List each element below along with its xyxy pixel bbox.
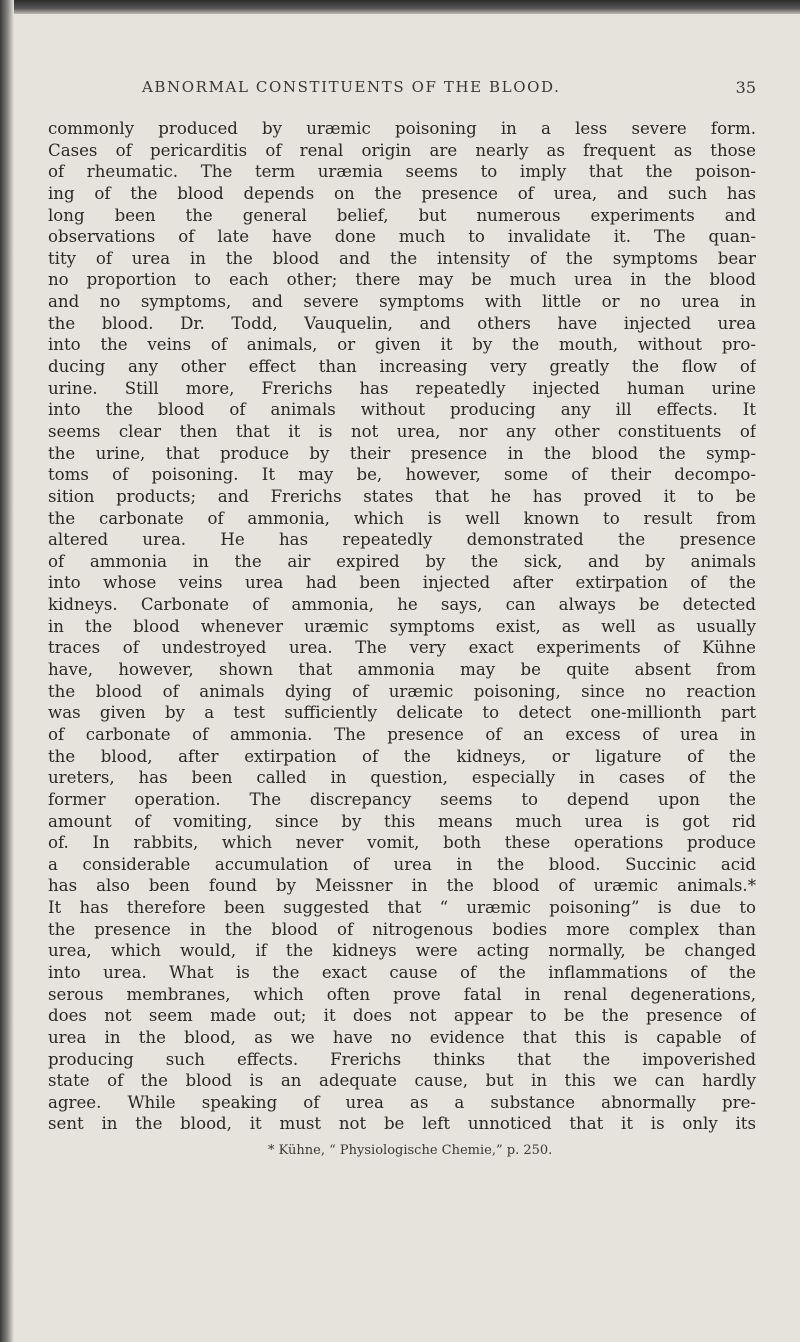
text-line: the blood. Dr. Todd, Vauquelin, and others have injected urea bbox=[48, 313, 756, 333]
text-line: ureters, has been called in question, especially in cases of the bbox=[48, 768, 756, 788]
text-line: was given by a test sufficiently delicate to detect one-millionth part bbox=[48, 703, 756, 723]
text-line: into the blood of animals without producing any ill effects. It bbox=[48, 400, 756, 420]
text-line: the carbonate of ammonia, which is well known to result from bbox=[48, 508, 756, 528]
text-line: into the veins of animals, or given it by the mouth, without pro- bbox=[48, 335, 756, 355]
text-line: traces of undestroyed urea. The very exact experiments of Kühne bbox=[48, 638, 756, 658]
scan-edge-top bbox=[0, 0, 800, 14]
text-line: seems clear then that it is not urea, nor any other constituents of bbox=[48, 421, 756, 441]
text-line: state of the blood is an adequate cause, but in this we can hardly bbox=[48, 1071, 756, 1091]
text-line: sent in the blood, it must not be left unnoticed that it is only its bbox=[48, 1114, 756, 1134]
text-line: urea, which would, if the kidneys were acting normally, be changed bbox=[48, 941, 756, 961]
text-line: a considerable accumulation of urea in the blood. Succinic acid bbox=[48, 854, 756, 874]
text-line: urea in the blood, as we have no evidence that this is capable of bbox=[48, 1027, 756, 1047]
text-line: toms of poisoning. It may be, however, some of their decompo- bbox=[48, 465, 756, 485]
text-line: It has therefore been suggested that “ uræmic poisoning” is due to bbox=[48, 898, 756, 918]
text-line: ing of the blood depends on the presence of urea, and such has bbox=[48, 183, 756, 203]
footnote: * Kühne, “ Physiologische Chemie,” p. 250. bbox=[268, 1143, 553, 1159]
book-page bbox=[48, 78, 756, 1158]
text-line: and no symptoms, and severe symptoms with little or no urea in bbox=[48, 292, 756, 312]
text-line: sition products; and Frerichs states that he has proved it to be bbox=[48, 486, 756, 506]
text-line: urine. Still more, Frerichs has repeatedly injected human urine bbox=[48, 378, 756, 398]
page-number: 35 bbox=[735, 78, 756, 97]
running-head: ABNORMAL CONSTITUENTS OF THE BLOOD. bbox=[142, 78, 561, 96]
text-line: into whose veins urea had been injected after extirpation of the bbox=[48, 573, 756, 593]
text-line: observations of late have done much to invalidate it. The quan- bbox=[48, 227, 756, 247]
text-line: of carbonate of ammonia. The presence of an excess of urea in bbox=[48, 724, 756, 744]
page-header bbox=[48, 78, 756, 108]
text-line: ducing any other effect than increasing very greatly the flow of bbox=[48, 357, 756, 377]
text-line: the presence in the blood of nitrogenous bodies more complex than bbox=[48, 919, 756, 939]
text-line: long been the general belief, but numerous experiments and bbox=[48, 205, 756, 225]
text-line: amount of vomiting, since by this means much urea is got rid bbox=[48, 811, 756, 831]
text-line: no proportion to each other; there may be much urea in the blood bbox=[48, 270, 756, 290]
text-line: the urine, that produce by their presence in the blood the symp- bbox=[48, 443, 756, 463]
text-line: agree. While speaking of urea as a substance abnormally pre- bbox=[48, 1092, 756, 1112]
text-line: altered urea. He has repeatedly demonstrated the presence bbox=[48, 530, 756, 550]
text-line: tity of urea in the blood and the intensity of the symptoms bear bbox=[48, 248, 756, 268]
text-line: producing such effects. Frerichs thinks that the impoverished bbox=[48, 1049, 756, 1069]
body-text bbox=[48, 118, 756, 1135]
text-line: the blood, after extirpation of the kidneys, or ligature of the bbox=[48, 746, 756, 766]
text-line: of rheumatic. The term uræmia seems to imply that the poison- bbox=[48, 162, 756, 182]
text-line: kidneys. Carbonate of ammonia, he says, can always be detected bbox=[48, 595, 756, 615]
text-line: Cases of pericarditis of renal origin are nearly as frequent as those bbox=[48, 140, 756, 160]
text-line: of. In rabbits, which never vomit, both these operations produce bbox=[48, 833, 756, 853]
text-line: have, however, shown that ammonia may be quite absent from bbox=[48, 660, 756, 680]
text-line: in the blood whenever uræmic symptoms exist, as well as usually bbox=[48, 616, 756, 636]
text-line: serous membranes, which often prove fatal in renal degenerations, bbox=[48, 984, 756, 1004]
text-line: commonly produced by uræmic poisoning in a less severe form. bbox=[48, 119, 756, 138]
text-line: the blood of animals dying of uræmic poisoning, since no reaction bbox=[48, 681, 756, 701]
text-line: of ammonia in the air expired by the sick, and by animals bbox=[48, 551, 756, 571]
text-line: has also been found by Meissner in the blood of uræmic animals.* bbox=[48, 876, 756, 896]
text-line: into urea. What is the exact cause of the inflammations of the bbox=[48, 962, 756, 982]
text-line: does not seem made out; it does not appear to be the presence of bbox=[48, 1006, 756, 1026]
scan-edge-left bbox=[0, 0, 14, 1342]
text-line: former operation. The discrepancy seems to depend upon the bbox=[48, 789, 756, 809]
